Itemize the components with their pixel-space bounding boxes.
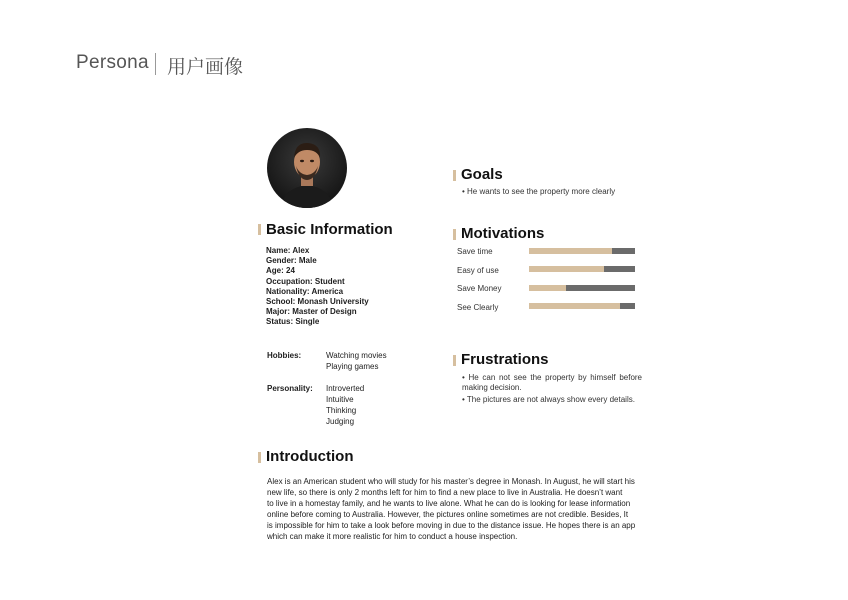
motivation-bar [529, 303, 635, 309]
goal-item: • He wants to see the property more clearly [462, 187, 616, 196]
motivation-label: See Clearly [457, 303, 499, 312]
motivation-bar [529, 266, 635, 272]
info-major: Major: Master of Design [266, 307, 357, 317]
page-title-en: Persona [76, 52, 149, 73]
motivation-label: Save Money [457, 284, 502, 293]
frustration-item-line: making decision. [462, 383, 522, 392]
personality-item: Introverted [326, 384, 365, 393]
goals-title: Goals [461, 166, 503, 183]
motivation-bar-fill [529, 285, 566, 291]
section-accent-bar [453, 355, 456, 366]
motivation-bar [529, 248, 635, 254]
hobby-item: Playing games [326, 362, 379, 371]
info-name: Name: Alex [266, 246, 310, 255]
intro-line: is impossible for him to take a look before moving in due to the distance issue. He hopes there is an app [267, 521, 636, 530]
info-age: Age: 24 [266, 266, 295, 276]
motivation-bar-fill [529, 303, 620, 309]
motivations-title: Motivations [461, 225, 545, 242]
personality-item: Judging [326, 417, 355, 426]
info-school: School: Monash University [266, 297, 369, 307]
intro-line: which can make it more realistic for him to conduct a house inspection. [267, 532, 518, 541]
frustration-item-line: • He can not see the property by himself before [462, 373, 642, 382]
title-divider [155, 53, 156, 75]
motivation-bar [529, 285, 635, 291]
introduction-text [267, 476, 637, 542]
person-portrait-icon [267, 128, 347, 208]
personality-label: Personality: [267, 384, 313, 393]
hobbies-label: Hobbies: [267, 351, 302, 360]
section-accent-bar [258, 452, 261, 463]
page-title-cn: 用户画像 [167, 56, 244, 78]
hobbies-list [326, 350, 387, 372]
frustration-item: • The pictures are not always show every details. [462, 395, 635, 404]
motivation-bar-fill [529, 248, 612, 254]
personality-item: Thinking [326, 406, 357, 415]
intro-line: new life, so there is only 2 months left for him to find a new place to live in Australia. He doesn’t want [267, 488, 623, 497]
basic-info-list [266, 246, 369, 328]
intro-line: online before coming to Australia. However, the pictures online sometimes are not credible. Besides, It [267, 510, 629, 519]
section-accent-bar [453, 170, 456, 181]
intro-line: Alex is an American student who will study for his master’s degree in Monash. In August, he will start his [267, 477, 635, 486]
motivation-label: Save time [457, 247, 493, 256]
info-nationality: Nationality: America [266, 286, 344, 296]
motivation-bar-fill [529, 266, 604, 272]
info-status: Status: Single [266, 317, 320, 327]
introduction-title: Introduction [266, 448, 354, 465]
basic-info-title: Basic Information [266, 221, 393, 238]
motivation-label: Easy of use [457, 266, 499, 275]
info-gender: Gender: Male [266, 256, 317, 266]
intro-line: to live in a homestay family, and he wants to live alone. What he can do is looking for lease information [267, 499, 631, 508]
frustrations-title: Frustrations [461, 351, 549, 368]
personality-list [326, 383, 364, 427]
section-accent-bar [453, 229, 456, 240]
section-accent-bar [258, 224, 261, 235]
avatar [267, 128, 347, 208]
hobby-item: Watching movies [326, 351, 387, 360]
personality-item: Intuitive [326, 395, 354, 404]
info-occupation: Occupation: Student [266, 276, 345, 286]
